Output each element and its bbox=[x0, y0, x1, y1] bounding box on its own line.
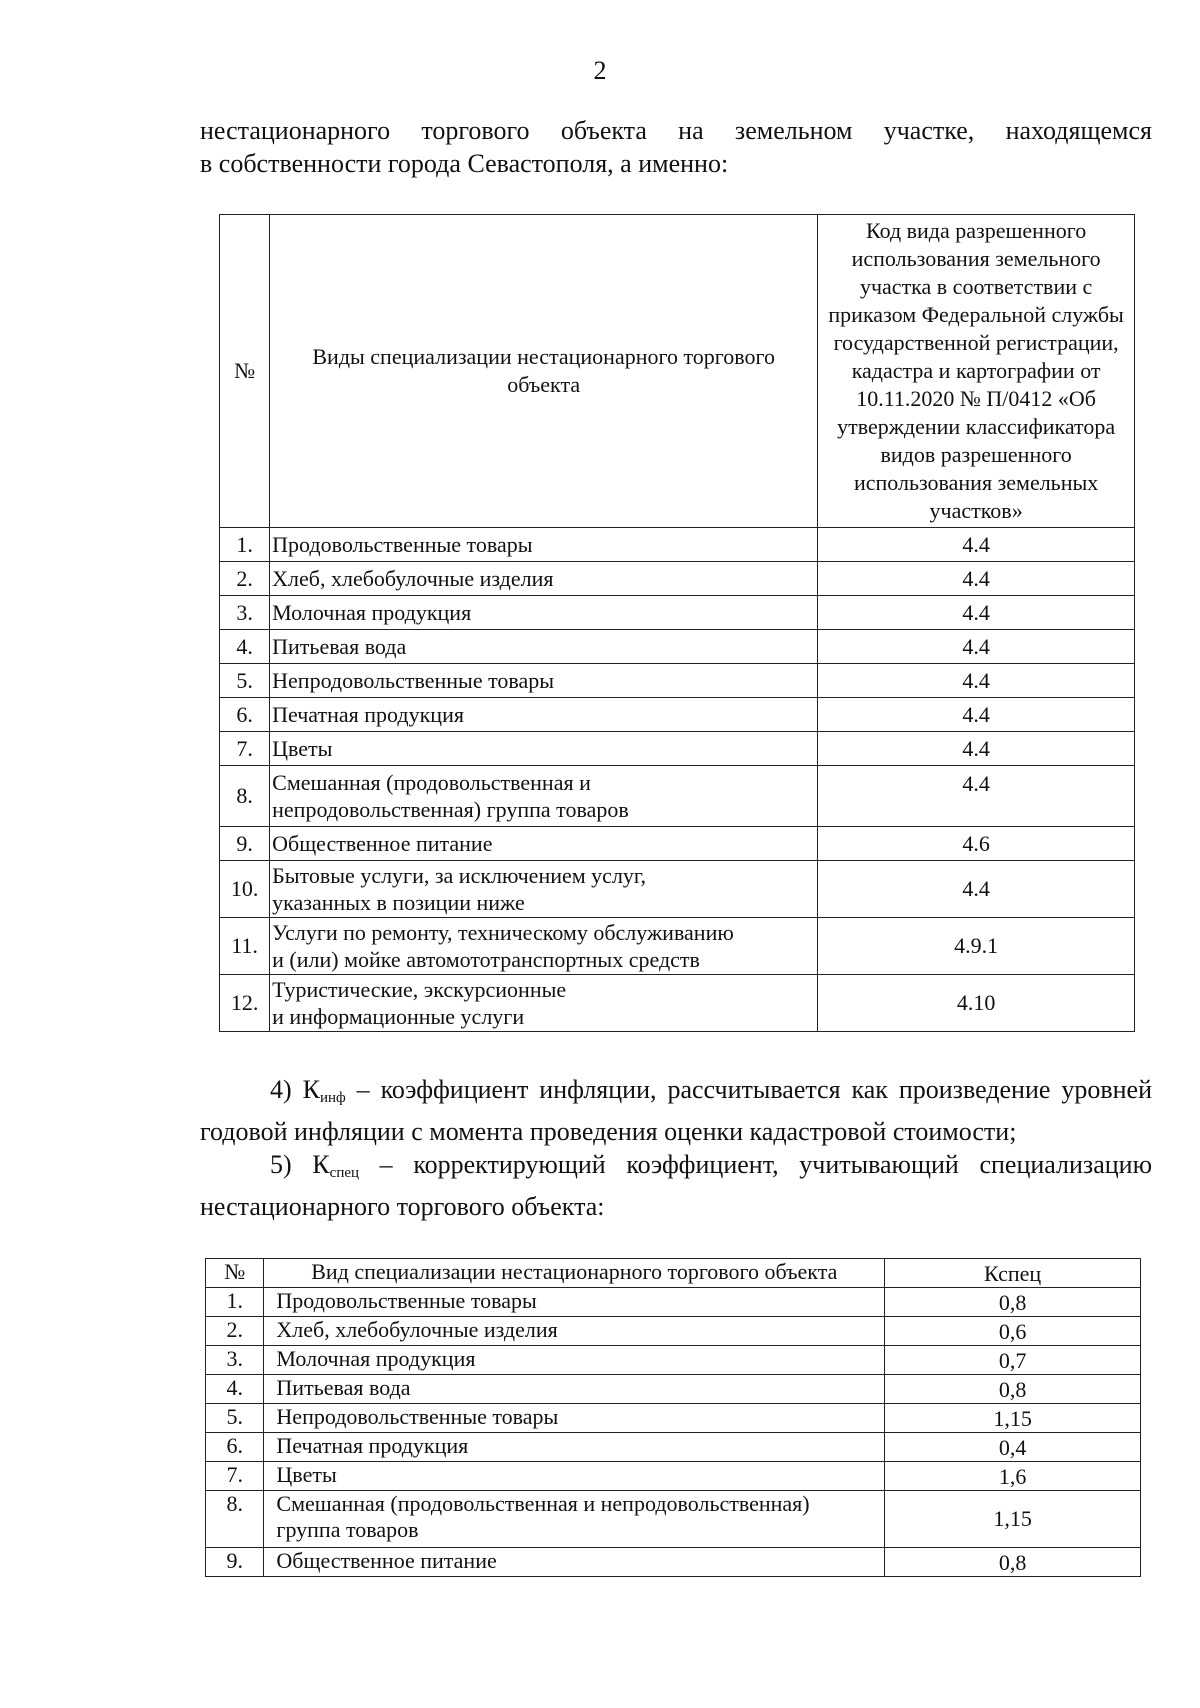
item-5-paragraph bbox=[200, 1148, 1152, 1223]
header-num: № bbox=[220, 215, 270, 528]
header-use-code: Код вида разрешенного использования земельного участка в соответствии с приказом Федеральной службы государственной регистрации, кадастра и картографии от 10.11.2020 № П/0412 «Об утверждении классификатора видов разрешенного использования земельных участков» bbox=[818, 215, 1135, 528]
row-value: 1,6 bbox=[885, 1462, 1141, 1491]
row-num: 7. bbox=[220, 732, 270, 766]
row-code: 4.4 bbox=[818, 630, 1135, 664]
permitted-use-table bbox=[219, 214, 1135, 1032]
table-row bbox=[206, 1462, 1141, 1491]
table-row bbox=[220, 664, 1135, 698]
row-name bbox=[264, 1491, 885, 1548]
row-value: 0,8 bbox=[885, 1548, 1141, 1577]
intro-line-2: в собственности города Севастополя, а именно: bbox=[200, 149, 729, 178]
row-name bbox=[270, 918, 818, 975]
table-row bbox=[206, 1404, 1141, 1433]
table-row bbox=[220, 861, 1135, 918]
table-row bbox=[220, 698, 1135, 732]
item-5-num: 5) К bbox=[270, 1150, 330, 1179]
row-name bbox=[270, 975, 818, 1032]
row-name-line-2: и информационные услуги bbox=[272, 1004, 525, 1029]
table-row bbox=[220, 766, 1135, 827]
row-num: 3. bbox=[220, 596, 270, 630]
row-name bbox=[270, 861, 818, 918]
row-code: 4.4 bbox=[818, 732, 1135, 766]
table-row bbox=[220, 732, 1135, 766]
item-5-subscript: спец bbox=[329, 1165, 360, 1181]
row-code: 4.9.1 bbox=[818, 918, 1135, 975]
row-num: 8. bbox=[206, 1491, 264, 1548]
row-num: 10. bbox=[220, 861, 270, 918]
intro-line-1: нестационарного торгового объекта на земельном участке, находящемся bbox=[200, 116, 1152, 145]
row-name-line-1: Туристические, экскурсионные bbox=[272, 977, 567, 1002]
header-kspec: Кспец bbox=[885, 1259, 1141, 1288]
row-num: 5. bbox=[220, 664, 270, 698]
coefficients-text bbox=[200, 1073, 1152, 1223]
row-name: Питьевая вода bbox=[270, 630, 818, 664]
row-name bbox=[270, 766, 818, 827]
row-num: 8. bbox=[220, 766, 270, 827]
row-num: 1. bbox=[220, 528, 270, 562]
row-name: Общественное питание bbox=[264, 1548, 885, 1577]
row-code: 4.10 bbox=[818, 975, 1135, 1032]
table-header-row bbox=[206, 1259, 1141, 1288]
row-code: 4.4 bbox=[818, 698, 1135, 732]
row-num: 6. bbox=[220, 698, 270, 732]
item-4-num: 4) К bbox=[270, 1075, 320, 1104]
row-name: Хлеб, хлебобулочные изделия bbox=[270, 562, 818, 596]
row-num: 12. bbox=[220, 975, 270, 1032]
row-value: 0,8 bbox=[885, 1288, 1141, 1317]
table-row bbox=[206, 1346, 1141, 1375]
header-num: № bbox=[206, 1259, 264, 1288]
row-name: Общественное питание bbox=[270, 827, 818, 861]
table-row bbox=[220, 562, 1135, 596]
row-name-line-1: Смешанная (продовольственная и непродовольственная) bbox=[276, 1491, 810, 1516]
table-row bbox=[220, 596, 1135, 630]
table-row bbox=[206, 1548, 1141, 1577]
row-name-line-1: Бытовые услуги, за исключением услуг, bbox=[272, 863, 646, 888]
row-name-line-2: и (или) мойке автомототранспортных средств bbox=[272, 947, 700, 972]
row-value: 0,7 bbox=[885, 1346, 1141, 1375]
table-row bbox=[220, 975, 1135, 1032]
row-name-line-1: Смешанная (продовольственная и bbox=[272, 770, 591, 795]
row-name-line-1: Услуги по ремонту, техническому обслуживанию bbox=[272, 920, 734, 945]
row-name: Цветы bbox=[264, 1462, 885, 1491]
row-name: Печатная продукция bbox=[270, 698, 818, 732]
table-row bbox=[220, 630, 1135, 664]
table-row bbox=[206, 1433, 1141, 1462]
row-value: 0,4 bbox=[885, 1433, 1141, 1462]
row-num: 1. bbox=[206, 1288, 264, 1317]
row-code: 4.4 bbox=[818, 861, 1135, 918]
item-5-text: – корректирующий коэффициент, учитывающий специализацию нестационарного торгового объекта: bbox=[200, 1150, 1152, 1221]
table-row bbox=[206, 1317, 1141, 1346]
row-value: 1,15 bbox=[885, 1404, 1141, 1433]
table-row bbox=[206, 1375, 1141, 1404]
row-num: 4. bbox=[220, 630, 270, 664]
item-4-paragraph bbox=[200, 1073, 1152, 1148]
row-code: 4.4 bbox=[818, 766, 1135, 827]
intro-paragraph bbox=[200, 114, 1152, 180]
row-code: 4.4 bbox=[818, 664, 1135, 698]
table-row bbox=[206, 1288, 1141, 1317]
row-value: 0,8 bbox=[885, 1375, 1141, 1404]
table-row bbox=[220, 918, 1135, 975]
row-name: Хлеб, хлебобулочные изделия bbox=[264, 1317, 885, 1346]
table-header-row bbox=[220, 215, 1135, 528]
row-num: 3. bbox=[206, 1346, 264, 1375]
header-specialization: Вид специализации нестационарного торгового объекта bbox=[264, 1259, 885, 1288]
row-num: 9. bbox=[206, 1548, 264, 1577]
row-name: Молочная продукция bbox=[270, 596, 818, 630]
table-row bbox=[220, 827, 1135, 861]
row-num: 9. bbox=[220, 827, 270, 861]
row-num: 4. bbox=[206, 1375, 264, 1404]
row-num: 11. bbox=[220, 918, 270, 975]
table-row bbox=[220, 528, 1135, 562]
row-name-line-2: указанных в позиции ниже bbox=[272, 890, 525, 915]
row-name: Продовольственные товары bbox=[270, 528, 818, 562]
row-num: 7. bbox=[206, 1462, 264, 1491]
item-4-text: – коэффициент инфляции, рассчитывается как произведение уровней годовой инфляции с момента проведения оценки кадастровой стоимости; bbox=[200, 1075, 1153, 1146]
row-code: 4.4 bbox=[818, 596, 1135, 630]
row-name: Молочная продукция bbox=[264, 1346, 885, 1375]
row-name: Непродовольственные товары bbox=[264, 1404, 885, 1433]
row-name: Питьевая вода bbox=[264, 1375, 885, 1404]
row-name: Печатная продукция bbox=[264, 1433, 885, 1462]
table-row bbox=[206, 1491, 1141, 1548]
row-name-line-2: непродовольственная) группа товаров bbox=[272, 797, 629, 822]
header-specialization: Виды специализации нестационарного торгового объекта bbox=[270, 215, 818, 528]
row-code: 4.6 bbox=[818, 827, 1135, 861]
row-num: 2. bbox=[206, 1317, 264, 1346]
row-num: 6. bbox=[206, 1433, 264, 1462]
row-name: Непродовольственные товары bbox=[270, 664, 818, 698]
row-code: 4.4 bbox=[818, 528, 1135, 562]
item-4-subscript: инф bbox=[319, 1090, 346, 1106]
row-num: 2. bbox=[220, 562, 270, 596]
row-code: 4.4 bbox=[818, 562, 1135, 596]
coefficient-table bbox=[205, 1258, 1141, 1577]
row-name: Цветы bbox=[270, 732, 818, 766]
row-num: 5. bbox=[206, 1404, 264, 1433]
row-name: Продовольственные товары bbox=[264, 1288, 885, 1317]
row-value: 1,15 bbox=[885, 1491, 1141, 1548]
row-name-line-2: группа товаров bbox=[276, 1517, 419, 1542]
row-value: 0,6 bbox=[885, 1317, 1141, 1346]
page-number: 2 bbox=[593, 56, 607, 85]
